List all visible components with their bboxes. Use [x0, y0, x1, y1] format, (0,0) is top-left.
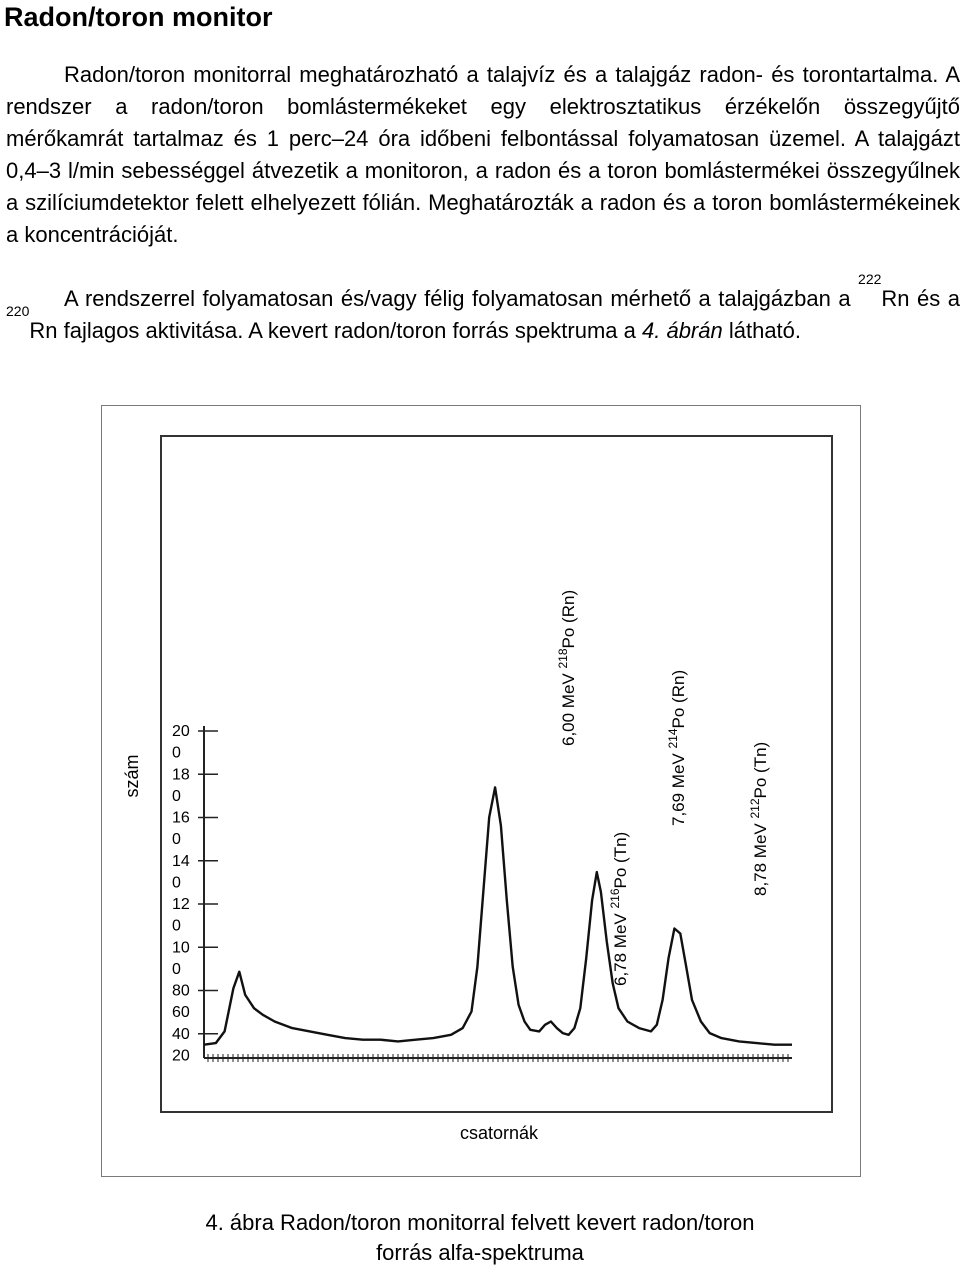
- figure-caption: [0, 1208, 960, 1268]
- second-paragraph: [6, 271, 960, 347]
- y-tick-label: 0: [172, 744, 181, 762]
- y-tick-label: 20: [172, 723, 190, 740]
- spectrum-line: [204, 787, 792, 1044]
- mass-number-rn220: 220: [6, 303, 30, 319]
- alpha-spectrum-chart: [102, 406, 860, 1176]
- y-tick-label: 0: [172, 787, 181, 805]
- x-axis-label: csatornák: [459, 1123, 539, 1143]
- y-tick-label: 0: [172, 917, 181, 935]
- y-tick-label: 60: [172, 1004, 190, 1022]
- peak-label: 6,78 MeV $^{216}$Po (Tn): [608, 831, 630, 986]
- figure-reference: 4. ábrán: [642, 318, 723, 343]
- y-tick-label: 0: [172, 831, 181, 849]
- intro-paragraph: Radon/toron monitorral meghatározható a talajvíz és a talajgáz radon- és torontartalma. A rendszer a radon/toron bomlástermékeket egy elektrosztatikus érzékelőn összegyűjtő mérőkamrát tartalmaz és 1 perc–24 óra időbeni felbontással folyamatosan üzemel. A talajgázt 0,4–3 l/min sebességgel átvezetik a monitoron, a radon és a toron bomlástermékei összegyűlnek a szilíciumdetektor felett elhelyezett fólián. Meghatározták a radon és a toron bomlástermékeinek a koncentrációját.: [6, 62, 960, 247]
- caption-line-1: 4. ábra Radon/toron monitorral felvett kevert radon/toron: [205, 1210, 755, 1235]
- y-tick-label: 40: [172, 1025, 190, 1043]
- mass-number-rn222: 222: [858, 271, 882, 287]
- y-tick-label: 14: [172, 852, 190, 870]
- y-axis-label: szám: [122, 754, 142, 798]
- paragraph-text: Rn fajlagos aktivitása. A kevert radon/toron forrás spektruma a: [29, 318, 642, 343]
- y-tick-label: 20: [172, 1047, 190, 1065]
- page-title: Radon/toron monitor: [4, 2, 273, 32]
- peak-label: 6,00 MeV $^{218}$Po (Rn): [556, 589, 578, 746]
- plot-frame: [161, 436, 832, 1112]
- y-tick-label: 80: [172, 982, 190, 1000]
- peak-label: 8,78 MeV $^{212}$Po (Tn): [748, 741, 770, 896]
- caption-line-2: forrás alfa-spektruma: [376, 1240, 584, 1265]
- paragraph-text: Rn és a: [881, 286, 960, 311]
- y-tick-label: 10: [172, 939, 190, 957]
- paragraph-text: A rendszerrel folyamatosan és/vagy félig folyamatosan mérhető a talajgázban a: [64, 286, 859, 311]
- y-tick-label: 12: [172, 896, 190, 913]
- y-tick-label: 16: [172, 809, 190, 827]
- paragraph-text: látható.: [722, 318, 802, 343]
- y-tick-label: 18: [172, 766, 190, 784]
- y-tick-label: 0: [172, 960, 181, 978]
- spectrum-figure: [101, 405, 861, 1177]
- peak-label: 7,69 MeV $^{214}$Po (Rn): [666, 669, 688, 826]
- y-tick-label: 0: [172, 874, 181, 892]
